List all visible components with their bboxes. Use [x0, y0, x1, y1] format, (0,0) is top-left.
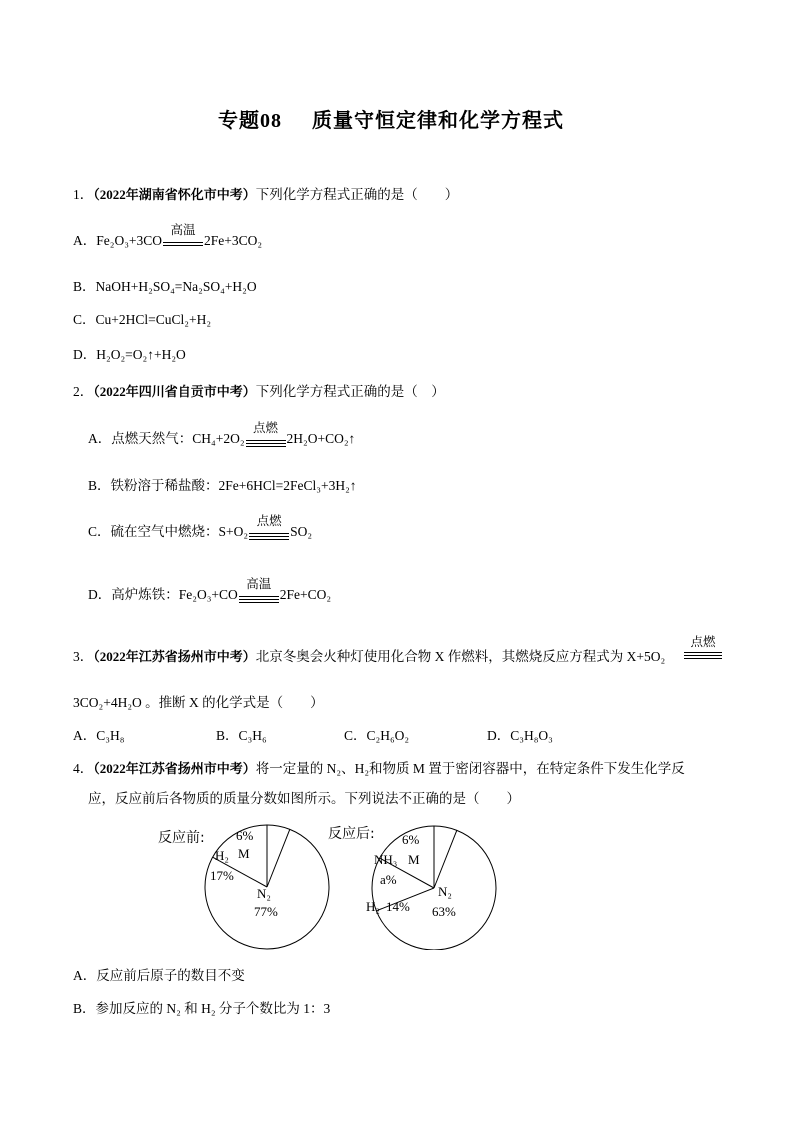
option-text: H₂O₂=O₂↑+H₂O — [96, 347, 186, 362]
q2-stem: 下列化学方程式正确的是（ ） — [255, 384, 445, 399]
title-main: 质量守恒定律和化学方程式 — [312, 108, 564, 132]
option-text: C₃H₆ — [238, 728, 267, 743]
pie-before-slice-name: H₂ — [215, 848, 229, 863]
q3-line2: 3CO₂+4H₂O 。推断 X 的化学式是（ ） — [73, 695, 324, 710]
option-label: B． — [88, 478, 111, 493]
q3-source: （2022年江苏省扬州市中考） — [93, 649, 256, 664]
pie-after-slice-value: 6% — [402, 832, 420, 847]
q3-option-a — [73, 727, 124, 745]
condition-label: 高温 — [246, 576, 272, 591]
pie-before-slice-name: N₂ — [257, 886, 271, 901]
q3-option-b — [216, 727, 267, 745]
pie-after-slice-name: H₂ — [366, 899, 380, 914]
q1-number: 1． — [73, 187, 94, 202]
reaction-condition — [239, 576, 279, 605]
pie-before-title: 反应前: — [158, 830, 205, 846]
option-label: D． — [88, 587, 112, 602]
pie-after-slice-boundary — [434, 830, 457, 888]
q1-option-b — [73, 278, 257, 296]
pie-after-title: 反应后: — [328, 826, 375, 842]
q4-option-b — [73, 1000, 330, 1018]
option-text: 铁粉溶于稀盐酸：2Fe+6HCl=2FeCl₃+3H₂↑ — [110, 478, 357, 493]
pie-after-slice-value: 63% — [432, 904, 456, 919]
equation-lhs: 高炉炼铁：Fe₂O₃+CO — [111, 587, 238, 602]
q3-option-d — [487, 727, 553, 745]
reaction-condition — [163, 222, 203, 251]
option-text: NaOH+H₂SO₄=Na₂SO₄+H₂O — [95, 279, 257, 294]
option-text: C₃H₈O₃ — [510, 728, 553, 743]
q1-source: （2022年湖南省怀化市中考） — [93, 187, 256, 202]
option-label: B． — [73, 1001, 96, 1016]
equation-lhs: Fe₂O₃+3CO — [96, 233, 163, 248]
condition-label: 点燃 — [256, 513, 282, 528]
reaction-condition — [249, 513, 289, 542]
q2-option-b — [88, 477, 357, 495]
option-label: A． — [88, 431, 112, 446]
pie-before — [205, 825, 329, 949]
pie-before-slice-name: M — [238, 846, 250, 861]
pie-after-slice-name: N₂ — [438, 884, 452, 899]
pie-after — [366, 826, 496, 950]
pie-after-slice-name: M — [408, 852, 420, 867]
option-label: C． — [344, 728, 367, 743]
option-label: C． — [88, 524, 111, 539]
q4-header — [73, 760, 685, 778]
option-label: D． — [487, 728, 511, 743]
equation-rhs: 2H₂O+CO₂↑ — [286, 431, 356, 446]
q1-option-d — [73, 346, 186, 364]
q1-option-a — [73, 222, 263, 251]
page-title — [218, 104, 564, 133]
pie-after-slice-value: 14% — [386, 899, 410, 914]
pie-after-slice-name: NH₃ — [374, 852, 398, 867]
condition-label: 点燃 — [253, 420, 279, 435]
option-label: A． — [73, 728, 97, 743]
q2-source: （2022年四川省自贡市中考） — [93, 384, 256, 399]
pie-before-slice-value: 17% — [210, 868, 234, 883]
pie-before-slice-boundary — [267, 829, 290, 887]
q3-header — [73, 648, 665, 666]
option-label: B． — [216, 728, 239, 743]
q3-condition — [684, 636, 722, 660]
equation-lhs: 点燃天然气：CH₄+2O₂ — [111, 431, 245, 446]
q4-source: （2022年江苏省扬州市中考） — [93, 761, 256, 776]
title-prefix: 专题 — [218, 108, 260, 132]
q3-stem: 北京冬奥会火种灯使用化合物 X 作燃料，其燃烧反应方程式为 X+5O₂ — [255, 649, 666, 664]
option-label: D． — [73, 347, 97, 362]
q4-option-a — [73, 967, 245, 985]
q2-header — [73, 383, 445, 401]
option-text: Cu+2HCl=CuCl₂+H₂ — [95, 312, 212, 327]
pie-before-slice-value: 6% — [236, 828, 254, 843]
q4-stem-line2: 应，反应前后各物质的质量分数如图所示。下列说法不正确的是（ ） — [88, 791, 520, 806]
condition-label: 高温 — [170, 222, 196, 237]
equation-rhs: SO₂ — [290, 524, 313, 539]
reaction-condition — [246, 420, 286, 449]
q2-option-a — [88, 420, 356, 449]
q3-option-c — [344, 727, 409, 745]
option-text: C₂H₆O₂ — [366, 728, 410, 743]
q1-stem: 下列化学方程式正确的是（ ） — [255, 187, 459, 202]
q2-option-c — [88, 513, 313, 542]
q4-stem-line1: 将一定量的 N₂、H₂和物质 M 置于密闭容器中，在特定条件下发生化学反 — [255, 761, 685, 776]
q1-header — [73, 186, 458, 204]
option-text: 反应前后原子的数目不变 — [96, 968, 245, 983]
q4-pie-figure — [150, 820, 510, 950]
q2-number: 2． — [73, 384, 94, 399]
option-label: A． — [73, 233, 97, 248]
option-text: 参加反应的 N₂ 和 H₂ 分子个数比为 1：3 — [95, 1001, 331, 1016]
option-label: B． — [73, 279, 96, 294]
pie-before-slice-value: 77% — [254, 904, 278, 919]
option-text: C₃H₈ — [96, 728, 125, 743]
q4-number: 4． — [73, 761, 94, 776]
equation-rhs: 2Fe+3CO₂ — [204, 233, 263, 248]
option-label: C． — [73, 312, 96, 327]
condition-label: 点燃 — [690, 635, 716, 649]
equation-lhs: 硫在空气中燃烧：S+O₂ — [110, 524, 249, 539]
q1-option-c — [73, 311, 211, 329]
equation-rhs: 2Fe+CO₂ — [279, 587, 332, 602]
option-label: A． — [73, 968, 97, 983]
pie-after-slice-value: a% — [380, 872, 397, 887]
q2-option-d — [88, 576, 332, 605]
q3-number: 3． — [73, 649, 94, 664]
title-number: 08 — [260, 110, 282, 132]
